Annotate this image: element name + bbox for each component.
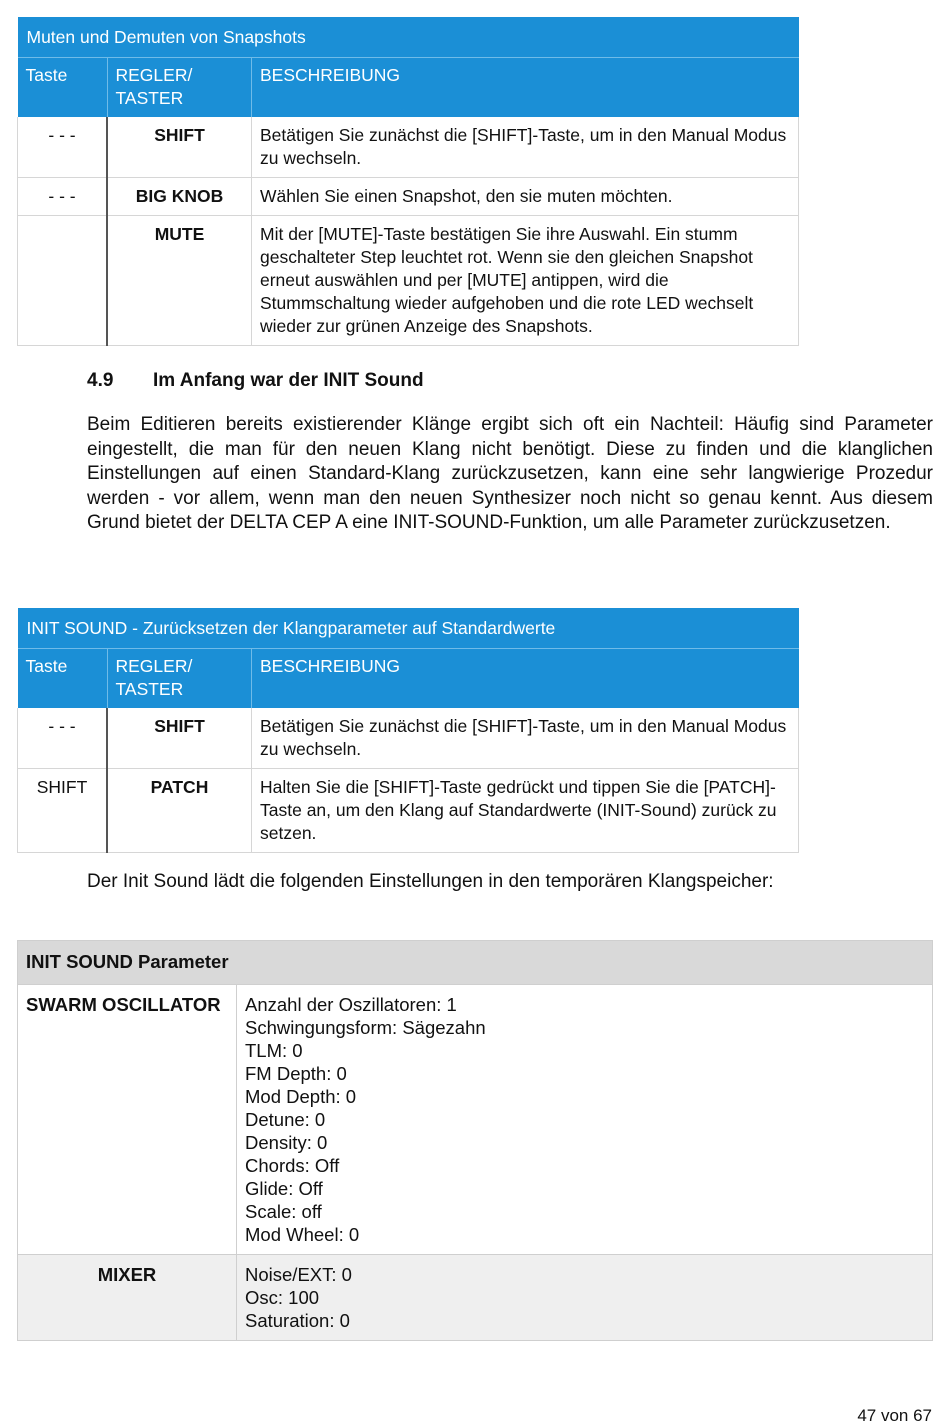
group-values [237, 1255, 933, 1341]
parameter-value: Scale: off [245, 1201, 322, 1222]
section-number: 4.9 [87, 370, 114, 391]
description-cell: Betätigen Sie zunächst die [SHIFT]-Taste, um in den Manual Modus zu wechseln. [252, 708, 799, 769]
init-sound-parameter-table [17, 940, 933, 1341]
description-cell: Halten Sie die [SHIFT]-Taste gedrückt und tippen Sie die [PATCH]-Taste an, um den Klang auf Standardwerte (INIT-Sound) zurück zu setzen. [252, 769, 799, 853]
column-header-taste: Taste [18, 58, 108, 118]
taste-cell: - - - [18, 117, 108, 178]
table-row [18, 1255, 933, 1341]
body-paragraph: Beim Editieren bereits existierender Klänge ergibt sich oft ein Nachteil: Häufig sind Parameter eingestellt, die man für den neuen Klang nicht benötigt. Diese zu finden und die klanglichen Einstellungen auf einen Standard-Klang zurückzusetzen, kann eine sehr langwierige Prozedur werden - vor allem, wenn man den neuen Synthesizer noch nicht so genau kennt. Aus diesem Grund bietet der DELTA CEP A eine INIT-SOUND-Funktion, um alle Parameter zurückzusetzen. [87, 414, 933, 534]
parameter-value: Osc: 100 [245, 1287, 320, 1308]
regler-cell: SHIFT [107, 708, 252, 769]
table-row [18, 708, 799, 769]
column-header-taste: Taste [18, 649, 108, 709]
description-cell: Mit der [MUTE]-Taste bestätigen Sie ihre Auswahl. Ein stumm geschalteter Step leuchtet rot. Wenn sie den gleichen Snapshot erneut auswählen und per [MUTE] antippen, wird die Stummschaltung wieder aufgehoben und die rote LED wechselt wieder zur grünen Anzeige des Snapshots. [252, 216, 799, 346]
parameter-value: Glide: Off [245, 1178, 323, 1199]
column-header-beschreibung: BESCHREIBUNG [252, 649, 799, 709]
parameter-value: Density: 0 [245, 1132, 328, 1153]
parameter-value: Schwingungsform: Sägezahn [245, 1017, 486, 1038]
parameter-value: Chords: Off [245, 1155, 340, 1176]
mute-snapshots-table [17, 17, 799, 346]
table-title: INIT SOUND Parameter [18, 941, 933, 985]
page-number: 47 von 67 [857, 1406, 932, 1425]
body-paragraph: Der Init Sound lädt die folgenden Einstellungen in den temporären Klangspeicher: [87, 871, 774, 892]
parameter-value: Mod Wheel: 0 [245, 1224, 360, 1245]
taste-cell: - - - [18, 178, 108, 216]
taste-cell: SHIFT [18, 769, 108, 853]
regler-cell: SHIFT [107, 117, 252, 178]
column-header-regler: REGLER/ TASTER [107, 649, 252, 709]
taste-cell: - - - [18, 708, 108, 769]
regler-cell: PATCH [107, 769, 252, 853]
parameter-value: Saturation: 0 [245, 1310, 350, 1331]
taste-cell [18, 216, 108, 346]
table-row [18, 216, 799, 346]
group-name: SWARM OSCILLATOR [18, 985, 237, 1255]
regler-cell: BIG KNOB [107, 178, 252, 216]
table-title: Muten und Demuten von Snapshots [18, 17, 799, 58]
description-cell: Wählen Sie einen Snapshot, den sie muten möchten. [252, 178, 799, 216]
table-row [18, 985, 933, 1255]
parameter-value: Detune: 0 [245, 1109, 326, 1130]
regler-cell: MUTE [107, 216, 252, 346]
section-title: Im Anfang war der INIT Sound [153, 370, 424, 391]
init-sound-table [17, 608, 799, 853]
parameter-value: Anzahl der Oszillatoren: 1 [245, 994, 457, 1015]
group-name: MIXER [18, 1255, 237, 1341]
parameter-value: TLM: 0 [245, 1040, 303, 1061]
group-values [237, 985, 933, 1255]
table-row [18, 769, 799, 853]
section-heading [87, 370, 424, 392]
parameter-value: FM Depth: 0 [245, 1063, 347, 1084]
table-row [18, 178, 799, 216]
parameter-value: Noise/EXT: 0 [245, 1264, 352, 1285]
parameter-value: Mod Depth: 0 [245, 1086, 357, 1107]
column-header-beschreibung: BESCHREIBUNG [252, 58, 799, 118]
column-header-regler: REGLER/ TASTER [107, 58, 252, 118]
description-cell: Betätigen Sie zunächst die [SHIFT]-Taste, um in den Manual Modus zu wechseln. [252, 117, 799, 178]
table-title: INIT SOUND - Zurücksetzen der Klangparameter auf Standardwerte [18, 608, 799, 649]
table-row [18, 117, 799, 178]
